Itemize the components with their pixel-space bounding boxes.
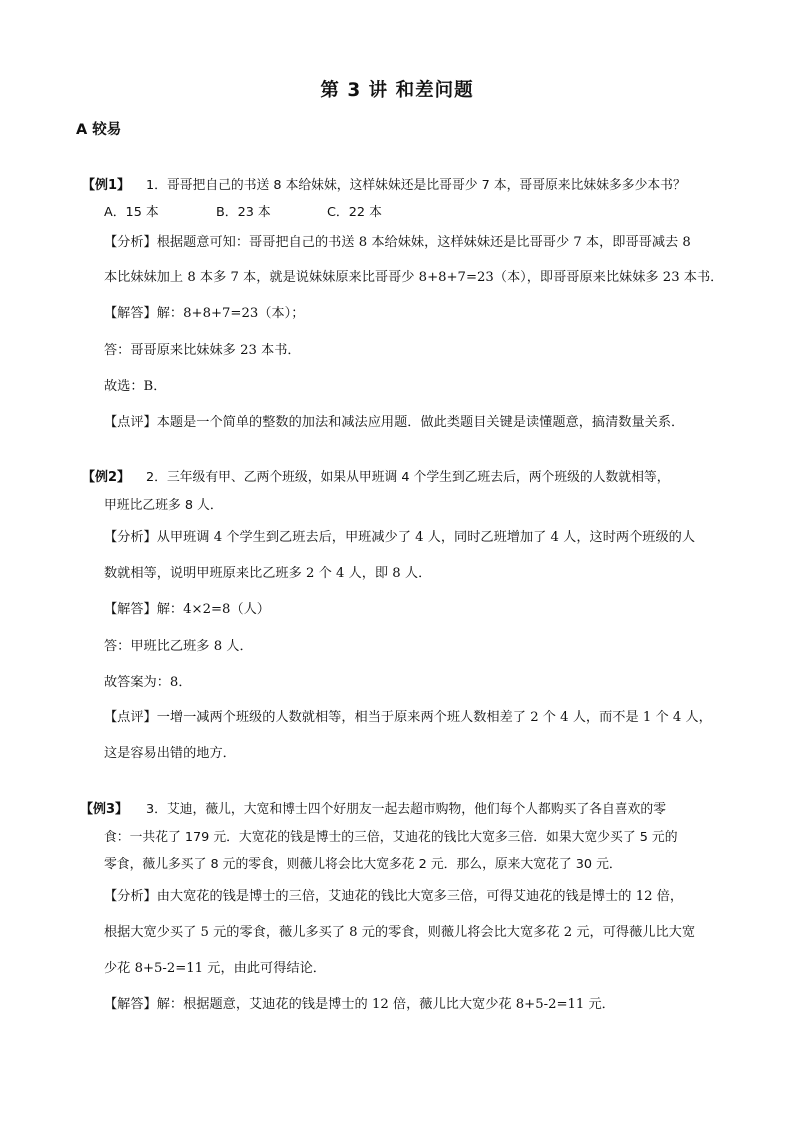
comment xyxy=(104,411,684,430)
answer-label: 【解答】 xyxy=(104,997,157,1012)
result-text: 故答案为：8． xyxy=(104,675,192,690)
analysis-text: 本比妹妹加上 8 本多 7 本，就是说妹妹原来比哥哥少 8+8+7=23（本），即哥哥原来比妹妹多 23 本书． xyxy=(104,270,724,285)
question-line: 甲班比乙班多 8 人． xyxy=(104,498,223,513)
analysis-text: 根据大宽少买了 5 元的零食，薇儿多买了 8 元的零食，则薇儿将会比大宽多花 2 元，可得薇儿比大宽 xyxy=(104,925,696,940)
result-text: 故选：B． xyxy=(104,379,167,394)
example-tag: 【例1】 xyxy=(82,178,131,193)
analysis-label: 【分析】 xyxy=(104,530,157,545)
comment-text: 这是容易出错的地方． xyxy=(104,746,236,761)
analysis-label: 【分析】 xyxy=(104,235,157,250)
answer xyxy=(104,598,270,617)
answer-label: 【解答】 xyxy=(104,306,157,321)
question-line: 2．三年级有甲、乙两个班级，如果从甲班调 4 个学生到乙班去后，两个班级的人数就相等， xyxy=(146,470,670,485)
reply-text: 答：哥哥原来比妹妹多 23 本书． xyxy=(104,343,301,358)
analysis-text: 数就相等，说明甲班原来比乙班多 2 个 4 人，即 8 人． xyxy=(104,566,432,581)
answer xyxy=(104,993,615,1012)
comment xyxy=(104,706,712,725)
section-heading: A 较易 xyxy=(76,122,122,138)
answer-label: 【解答】 xyxy=(104,602,157,617)
answer-text: 解：8+8+7=23（本）； xyxy=(156,306,305,321)
page-title: 第 3 讲 和差问题 xyxy=(320,80,474,101)
analysis-text: 从甲班调 4 个学生到乙班去后，甲班减少了 4 人，同时乙班增加了 4 人，这时两个班级的人 xyxy=(156,530,696,545)
comment-label: 【点评】 xyxy=(104,415,157,430)
question-line: 食：一共花了 179 元．大宽花的钱是博士的三倍，艾迪花的钱比大宽多三倍．如果大宽少买了 5 元的 xyxy=(104,830,678,845)
question-line: 3．艾迪，薇儿，大宽和博士四个好朋友一起去超市购物，他们每个人都购买了各自喜欢的零 xyxy=(146,802,667,817)
answer-text: 解：根据题意，艾迪花的钱是博士的 12 倍，薇儿比大宽少花 8+5-2=11 元． xyxy=(156,997,615,1012)
analysis-text: 由大宽花的钱是博士的三倍，艾迪花的钱比大宽多三倍，可得艾迪花的钱是博士的 12 倍， xyxy=(156,889,684,904)
answer-text: 解：4×2=8（人） xyxy=(156,602,270,617)
analysis xyxy=(104,231,691,250)
comment-label: 【点评】 xyxy=(104,710,157,725)
analysis xyxy=(104,885,683,904)
analysis xyxy=(104,526,695,545)
option-a: A．15 本 xyxy=(104,205,159,220)
analysis-label: 【分析】 xyxy=(104,889,157,904)
option-c: C．22 本 xyxy=(327,205,382,220)
example-tag: 【例3】 xyxy=(80,802,129,817)
comment-text: 一增一减两个班级的人数就相等，相当于原来两个班人数相差了 2 个 4 人，而不是 1 个 4 人， xyxy=(156,710,712,725)
option-b: B．23 本 xyxy=(216,205,271,220)
analysis-text: 根据题意可知：哥哥把自己的书送 8 本给妹妹，这样妹妹还是比哥哥少 7 本，即哥哥减去 8 xyxy=(156,235,691,250)
analysis-text: 少花 8+5-2=11 元，由此可得结论． xyxy=(104,961,326,976)
question-line: 1．哥哥把自己的书送 8 本给妹妹，这样妹妹还是比哥哥少 7 本，哥哥原来比妹妹多多少本书？ xyxy=(146,178,686,193)
comment-text: 本题是一个简单的整数的加法和减法应用题．做此类题目关键是读懂题意，搞清数量关系． xyxy=(156,415,685,430)
question-line: 零食，薇儿多买了 8 元的零食，则薇儿将会比大宽多花 2 元．那么，原来大宽花了 30 元． xyxy=(104,857,622,872)
reply-text: 答：甲班比乙班多 8 人． xyxy=(104,639,253,654)
answer xyxy=(104,302,304,321)
example-tag: 【例2】 xyxy=(82,470,131,485)
